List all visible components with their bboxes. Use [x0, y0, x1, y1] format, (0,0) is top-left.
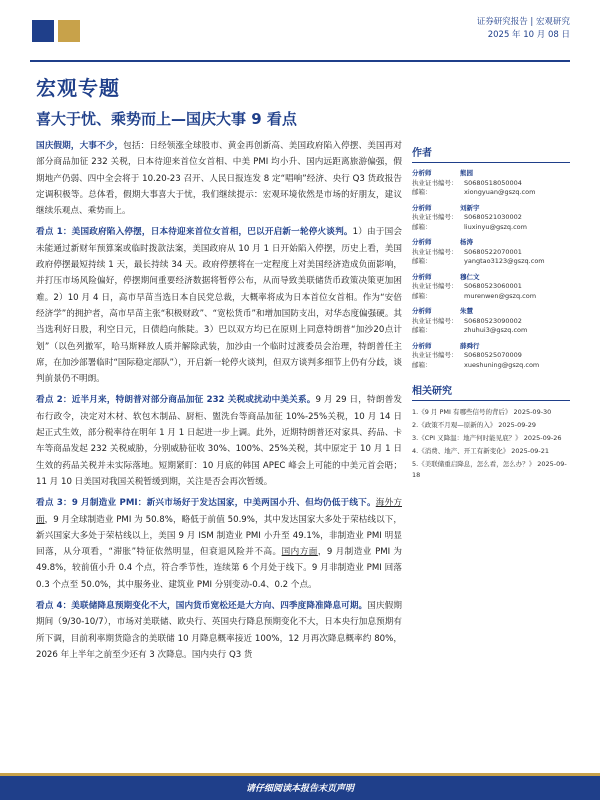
analyst-name: 薛舜行: [460, 341, 480, 350]
point-2: [36, 392, 402, 490]
analyst-name: 朱慧: [460, 307, 473, 315]
point-3: [36, 495, 402, 593]
cert-number: S0680521030002: [464, 213, 522, 221]
footer-disclaimer: 请仔细阅读本报告末页声明: [245, 784, 354, 794]
point-2-title: 看点 2：近半月来，特朗普对部分商品加征 232 关税或扰动中美关系。: [36, 395, 316, 406]
email-label: 邮箱：: [412, 222, 432, 231]
authors-heading: 作者: [412, 138, 570, 163]
related-item[interactable]: 4.《消费、地产、开工有新变化》 2025-09-21: [412, 447, 550, 455]
company-logo: [24, 6, 98, 58]
related-item[interactable]: 5.《美联储重启降息，怎么看，怎么办？》 2025-09-18: [412, 460, 567, 479]
analyst-entry: [412, 238, 570, 267]
analyst-entry: [412, 342, 570, 371]
report-body: [36, 138, 402, 778]
page-footer: [0, 776, 600, 800]
cert-label: 执业证书编号：: [412, 282, 458, 290]
email-label: 邮箱：: [412, 291, 432, 300]
analyst-name: 穆仁文: [460, 272, 480, 281]
cert-label: 执业证书编号：: [412, 247, 458, 256]
cert-label: 执业证书编号：: [412, 351, 458, 359]
point-4: [36, 598, 402, 663]
cert-number: S0680523060001: [464, 282, 522, 290]
point-1-title: 看点 1：美国政府陷入停摆，日本待迎来首位女首相，巴以开启新一轮停火谈判。: [36, 227, 353, 238]
related-heading: 相关研究: [412, 376, 570, 401]
analyst-entry: [412, 204, 570, 233]
analyst-entry: [412, 273, 570, 302]
analyst-name: 熊园: [460, 169, 473, 177]
email-address[interactable]: xueshuning@gszq.com: [464, 360, 540, 369]
email-address[interactable]: murenwen@gszq.com: [464, 291, 537, 300]
cert-label: 执业证书编号：: [412, 213, 458, 221]
email-address[interactable]: liuxinyu@gszq.com: [464, 222, 527, 231]
related-item[interactable]: 3.《CPI 又降温：地产何时能见底？》 2025-09-26: [412, 434, 562, 442]
analyst-role: 分析师: [412, 203, 432, 212]
report-kind: 证券研究报告 | 宏观研究: [476, 17, 570, 27]
point-4-title: 看点 4：美联储降息预期变化不大，国内货币宽松还是大方向、四季度降准降息可期。: [36, 601, 368, 612]
email-address[interactable]: yangtao3123@gszq.com: [464, 257, 545, 265]
authors-list: [412, 169, 570, 370]
point-3-text-a: ，9 月全球制造业 PMI 为 50.8%，略低于前值 50.9%，其中发达国家大多处于荣枯线以下，新兴国家大多处于荣枯线以上，美国 9 月 ISM 制造业 PMI 小升至 49.1%，非制造业 PMI 明显回落，从分项看，“滞胀”特征依然明显，但衰退风险并不高。: [36, 514, 402, 558]
intro-lead: 国庆假期，大事不少，: [36, 141, 124, 151]
email-address[interactable]: zhuhui3@gszq.com: [464, 326, 528, 334]
point-2-text: 9 月 29 日，特朗普发布行政令，决定对木材、软包木制品、厨柜、盥洗台等商品加征 10%-25%关税，10 月 14 日起正式生效，部分税率待在明年 1 月 1 日起进一步上调。此外，近期特朗普还对家具、药品、卡车等商品发起 232 关税威胁，分别威胁征收 30%、100%、25%关税，其中原定于 10 月 1 日生效的药品关税并未实际落地。短期紧盯：10 月底的韩国 APEC 峰会上可能的中美元首会晤；11 月 10 日美国对我国关税暂缓到期，关注是否会再次暂缓。: [36, 395, 402, 487]
email-label: 邮箱：: [412, 188, 432, 196]
related-item[interactable]: 1.《9 月 PMI 有哪些信号的背后》 2025-09-30: [412, 408, 552, 416]
related-list: [412, 407, 570, 481]
point-1-text: 1）由于国会未能通过新财年预算案或临时拨款法案，美国政府从 10 月 1 日开始陷入停摆，历史上看，美国政府停摆最短持续 1 天，最长持续 34 天。政府停摆将在一定程度上对美国经济造成负面影响，并打压市场风险偏好，停摆期间重要经济数据将暂停公布，从而导致美联储货币政策决策更加困难。2）10 月 4 日，高市早苗当选日本自民党总裁，大概率将成为日本首位女首相。作为“安倍经济学”的拥护者，高市早苗主张“积极财政”、“宽松货币”和增加国防支出，对华态度偏强硬。其当选利好日股，利空日元，日债趋向熊陡。3）巴以双方均已在原则上同意特朗普“加沙20点计划”（以色列撤军，哈马斯释放人质并解除武装，加沙由一个临时过渡委员会治理，特朗普任主席，在加沙部署临时“国际稳定部队”），开启新一轮停火谈判，但双方谈判多细节上仍有分歧，谈判前景仍不明朗。: [36, 227, 402, 385]
cert-label: 执业证书编号：: [412, 178, 458, 187]
analyst-name: 刘新宇: [460, 203, 480, 212]
related-item[interactable]: 2.《政策不月观—原新的入》 2025-09-29: [412, 421, 537, 429]
intro-text: 包括：日经领涨全球股市、黄金再创新高、美国政府陷入停摆、美国再对部分商品加征 232 关税，日本待迎来首位女首相、中美 PMI 均小升、国内远距离旅游偏强，假期地产仍弱、四中全会将于 10.20-23 召开、人民日报连发 8 定“唱响”经济、央行 Q3 货政报告定调积极等。总体看，假期大事喜大于忧，我们继续提示：宏观环境依然是市场的好朋友，建议继续乐观点、乘势而上。: [36, 141, 402, 217]
cert-number: S0680525070009: [464, 351, 522, 359]
analyst-role: 分析师: [412, 272, 432, 281]
point-3-text-b: ，9 月制造业 PMI 为 49.8%，较前值小升 0.4 个点，符合季节性，连续第 6 个月处于线下。9 月非制造业 PMI 回落 0.3 个点至 50.0%，其中服务业、建筑业 PMI 分别变动-0.4、0.2 个点。: [36, 547, 402, 590]
report-date: 2025 年 10 月 08 日: [487, 30, 570, 40]
report-headline: 喜大于忧、乘势而上—国庆大事 9 看点: [36, 110, 297, 128]
analyst-role: 分析师: [412, 307, 432, 315]
email-label: 邮箱：: [412, 326, 432, 334]
point-3-overseas: 海外方面: [36, 498, 402, 525]
analyst-entry: [412, 169, 570, 198]
analyst-name: 杨涛: [460, 238, 473, 246]
intro-paragraph: [36, 138, 402, 219]
cert-number: S0680522070001: [464, 247, 522, 256]
header-divider: [30, 60, 570, 62]
analyst-role: 分析师: [412, 169, 432, 177]
email-label: 邮箱：: [412, 257, 432, 265]
email-address[interactable]: xiongyuan@gszq.com: [464, 188, 536, 196]
document-type: 宏观专题: [36, 76, 120, 100]
analyst-role: 分析师: [412, 238, 432, 246]
cert-number: S0680518050004: [464, 178, 522, 187]
analyst-entry: [412, 307, 570, 336]
sidebar: [412, 138, 570, 483]
point-4-text: 国庆假期期间（9/30-10/7），市场对美联储、欧央行、英国央行降息预期变化不大，日本央行加息预期有所下调，目前利率期货隐含的美联储 10 月降息概率接近 100%，12 月再次降息概率约 80%，2026 年上半年之前至少还有 3 次降息。国内央行 Q3 货: [36, 601, 402, 660]
analyst-role: 分析师: [412, 341, 432, 350]
cert-label: 执业证书编号：: [412, 316, 458, 325]
point-1: [36, 224, 402, 387]
cert-number: S0680523090002: [464, 316, 522, 325]
point-3-title: 看点 3：9 月制造业 PMI：新兴市场好于发达国家，中美两国小升、但均仍低于线下。: [36, 498, 376, 509]
point-3-domestic: 国内方面: [281, 547, 318, 558]
email-label: 邮箱：: [412, 360, 432, 369]
page-header: [0, 0, 600, 62]
